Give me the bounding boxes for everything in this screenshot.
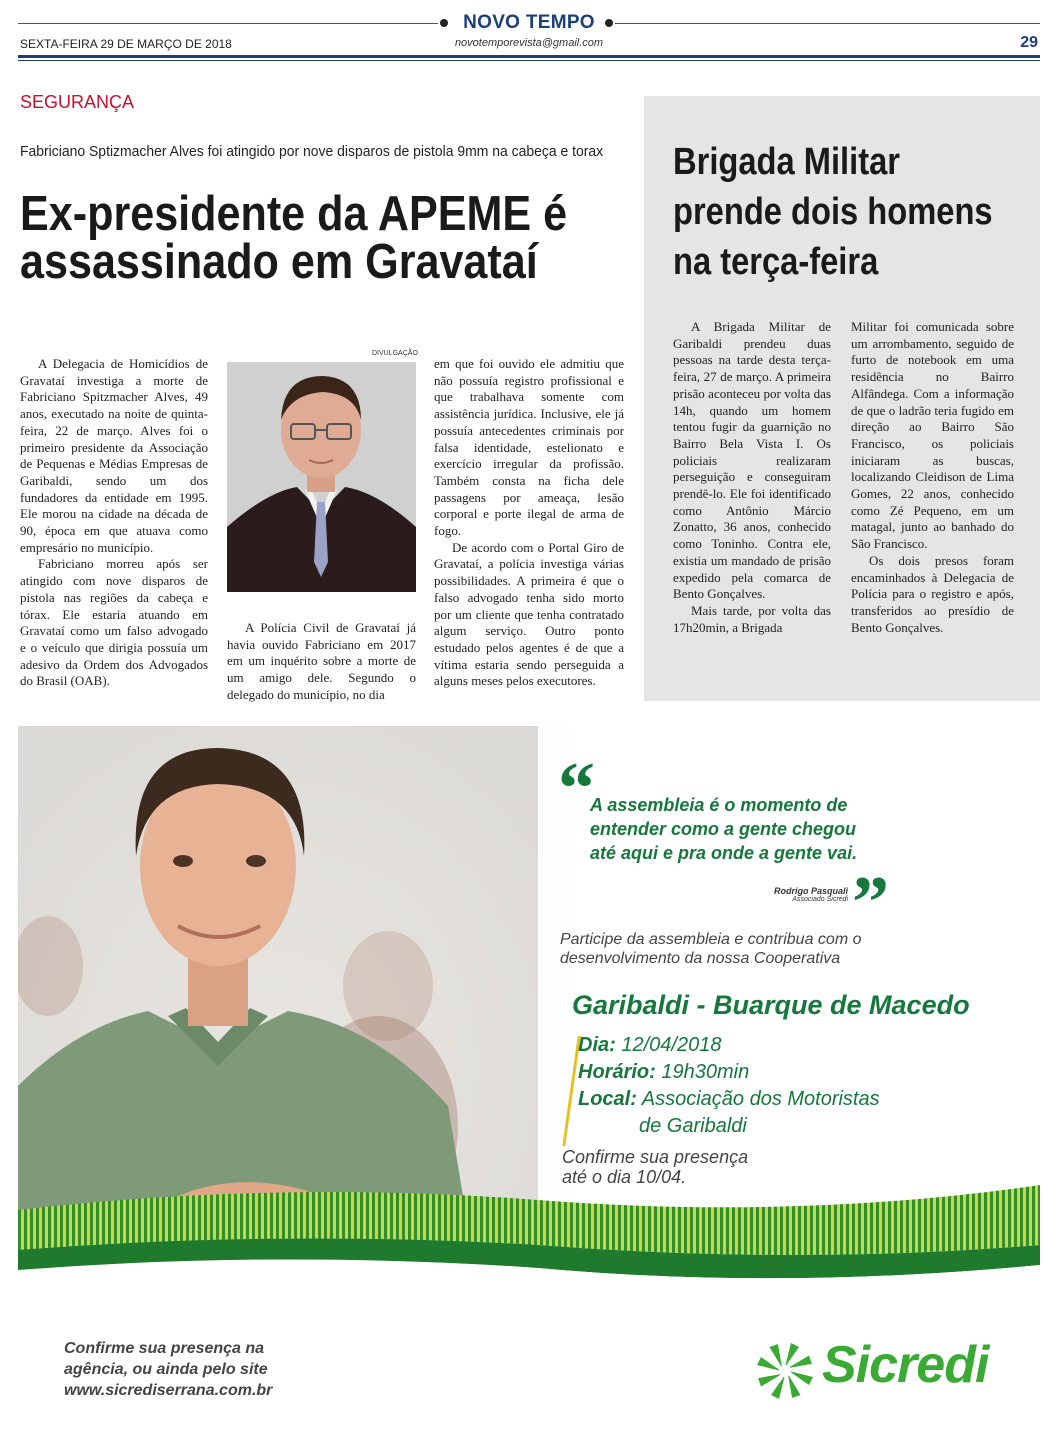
sidebar-paragraph: A Brigada Militar de Garibaldi prendeu duas pessoas na tarde desta terça-feira, 27 de março. A primeira prisão aconteceu por volta das 14h, quando um homem tentou fugir da guarnição no Bairro Bela Vista I. Os policiais realizaram perseguição e conseguiram prendê-lo. Ele foi identificado como Antônio Márcio Zonatto, 36 anos, conhecido como Toninho. Contra ele, existia um mandado de prisão expedido pela comarca de Bento Gonçalves. xyxy=(673,319,831,602)
author-role: Associado Sicredi xyxy=(792,896,848,903)
sidebar-paragraph: Militar foi comunicada sobre um arrombamento, seguido de furto de notebook em uma residência no Bairro Alfândega. Com a informação de que o ladrão teria fugido em direção ao Bairro São Francisco, os policiais iniciaram as buscas, localizando Cleidison de Lima Gomes, 22 anos, conhecido como Zé Pequeno, em um matagal, junto ao banhado do São Francisco. xyxy=(851,319,1014,552)
headline-line-2: assassinado em Gravataí xyxy=(20,235,538,289)
ad-quote-line-1: A assembleia é o momento de xyxy=(590,795,848,815)
sidebar-headline-line-2: prende dois homens xyxy=(673,191,993,233)
sidebar-paragraph: Os dois presos foram encaminhados à Delegacia de Polícia para o registro e após, transferidos ao presídio de Bento Gonçalves. xyxy=(851,552,1014,635)
ad-footer-line-1: Confirme sua presença na xyxy=(64,1340,265,1357)
portrait-photo xyxy=(227,362,416,592)
ad-footer-note xyxy=(64,1338,272,1401)
ad-green-wave xyxy=(18,1170,1040,1290)
section-label: SEGURANÇA xyxy=(20,92,135,112)
time-label: Horário: xyxy=(578,1061,656,1083)
date-label: Dia: xyxy=(578,1034,616,1056)
sidebar-column-1 xyxy=(673,319,831,636)
sidebar-column-2 xyxy=(851,319,1014,636)
author-name: Rodrigo Pasquali xyxy=(773,886,848,896)
article-headline xyxy=(20,187,640,289)
place-value-cont: de Garibaldi xyxy=(639,1115,747,1137)
sicredi-logo-wordmark: Sicredi xyxy=(822,1336,989,1394)
ad-confirm-line-1: Confirme sua presença xyxy=(562,1147,749,1167)
ad-confirm-line-2: até o dia 10/04. xyxy=(562,1167,687,1187)
sidebar-paragraph: Mais tarde, por volta das 17h20min, a Brigada xyxy=(673,602,831,635)
masthead-rule-thin xyxy=(18,60,1040,61)
ad-quote xyxy=(590,793,910,865)
time-value: 19h30min xyxy=(661,1061,750,1083)
place-label: Local: xyxy=(578,1088,637,1110)
date-value: 12/04/2018 xyxy=(621,1034,722,1056)
sicredi-logo-icon xyxy=(754,1340,816,1402)
article-column-1 xyxy=(20,356,208,690)
masthead-rule xyxy=(18,55,1040,58)
place-value: Associação dos Motoristas xyxy=(641,1088,880,1110)
article-column-2 xyxy=(227,620,416,704)
ad-quote-line-2: entender como a gente chegou xyxy=(590,819,857,839)
article-subtitle: Fabriciano Sptizmacher Alves foi atingido por nove disparos de pistola 9mm na cabeça e torax xyxy=(20,143,604,160)
article-paragraph: Fabriciano morreu após ser atingido com nove disparos de pistola nas regiões da cabeça e tórax. Ele estaria atuando em Gravataí como um falso advogado e o veículo que dirigia possuía um adesivo da Ordem dos Advogados do Brasil (OAB). xyxy=(20,556,208,689)
ad-location-title: Garibaldi - Buarque de Macedo xyxy=(572,990,970,1020)
ad-footer-line-2: agência, ou ainda pelo site xyxy=(64,1361,268,1378)
close-quote-icon: ” xyxy=(852,862,889,944)
ad-time-row xyxy=(578,1059,880,1086)
ad-footer-url[interactable]: www.sicrediserrana.com.br xyxy=(64,1382,273,1399)
sidebar-headline xyxy=(673,137,1033,287)
ad-place-row xyxy=(578,1086,880,1113)
ad-invitation xyxy=(560,930,920,968)
masthead-line-right xyxy=(615,23,1040,24)
article-paragraph: A Delegacia de Homicídios de Gravataí investiga a morte de Fabriciano Spitzmacher Alves, 49 anos, executado na noite de quinta-feira, 22 de março. Alves foi o primeiro presidente da Associação de Pequenas e Médias Empresas de Garibaldi, sendo um dos fundadores da entidade em 1995. Ele morou na cidade na década de 90, época em que atuava como empresário no município. xyxy=(20,356,208,555)
ad-place-row-2 xyxy=(578,1113,880,1140)
masthead-email: novotemporevista@gmail.com xyxy=(454,37,604,49)
ad-date-row xyxy=(578,1032,880,1059)
headline-line-1: Ex-presidente da APEME é xyxy=(20,187,568,241)
masthead-date: SEXTA-FEIRA 29 DE MARÇO DE 2018 xyxy=(20,37,232,51)
sidebar-headline-line-3: na terça-feira xyxy=(673,241,879,283)
portrait-illustration xyxy=(227,362,416,592)
ad-quote-author xyxy=(700,886,848,903)
page-number: 29 xyxy=(1020,34,1038,51)
ad-invite-line-1: Participe da assembleia e contribua com o xyxy=(560,931,862,948)
masthead-title: NOVO TEMPO xyxy=(463,12,595,33)
sidebar-headline-line-1: Brigada Militar xyxy=(673,141,900,183)
photo-credit: DIVULGAÇÃO xyxy=(372,350,418,357)
article-paragraph: em que foi ouvido ele admitiu que não possuía registro profissional e que trabalhava somente com assistência jurídica. Inclusive, ele já possuía antecedentes criminais por falsa identidade, estelionato e exercício irregular da profissão. Também consta na ficha dele passagens por ameaça, lesão corporal e porte ilegal de arma de fogo. xyxy=(434,356,624,539)
masthead-dot-right xyxy=(605,19,613,27)
ad-event-details xyxy=(578,1032,880,1140)
open-quote-icon: “ xyxy=(558,748,595,830)
article-column-3 xyxy=(434,356,624,690)
ad-quote-line-3: até aqui e pra onde a gente vai. xyxy=(590,843,858,863)
article-paragraph: A Polícia Civil de Gravataí já havia ouvido Fabriciano em 2017 em um inquérito sobre a morte de um amigo dele. Segundo o delegado do município, no dia xyxy=(227,620,416,702)
ad-invite-line-2: desenvolvimento da nossa Cooperativa xyxy=(560,950,841,967)
article-paragraph: De acordo com o Portal Giro de Gravataí, a polícia investiga várias possibilidades. A primeira é que o falso advogado tenha sido morto por um cliente que tenha contratado algum serviço. Outro ponto estudado pelos agentes é de que a vítima estaria sendo perseguida a alguns meses pelos executores. xyxy=(434,539,624,689)
